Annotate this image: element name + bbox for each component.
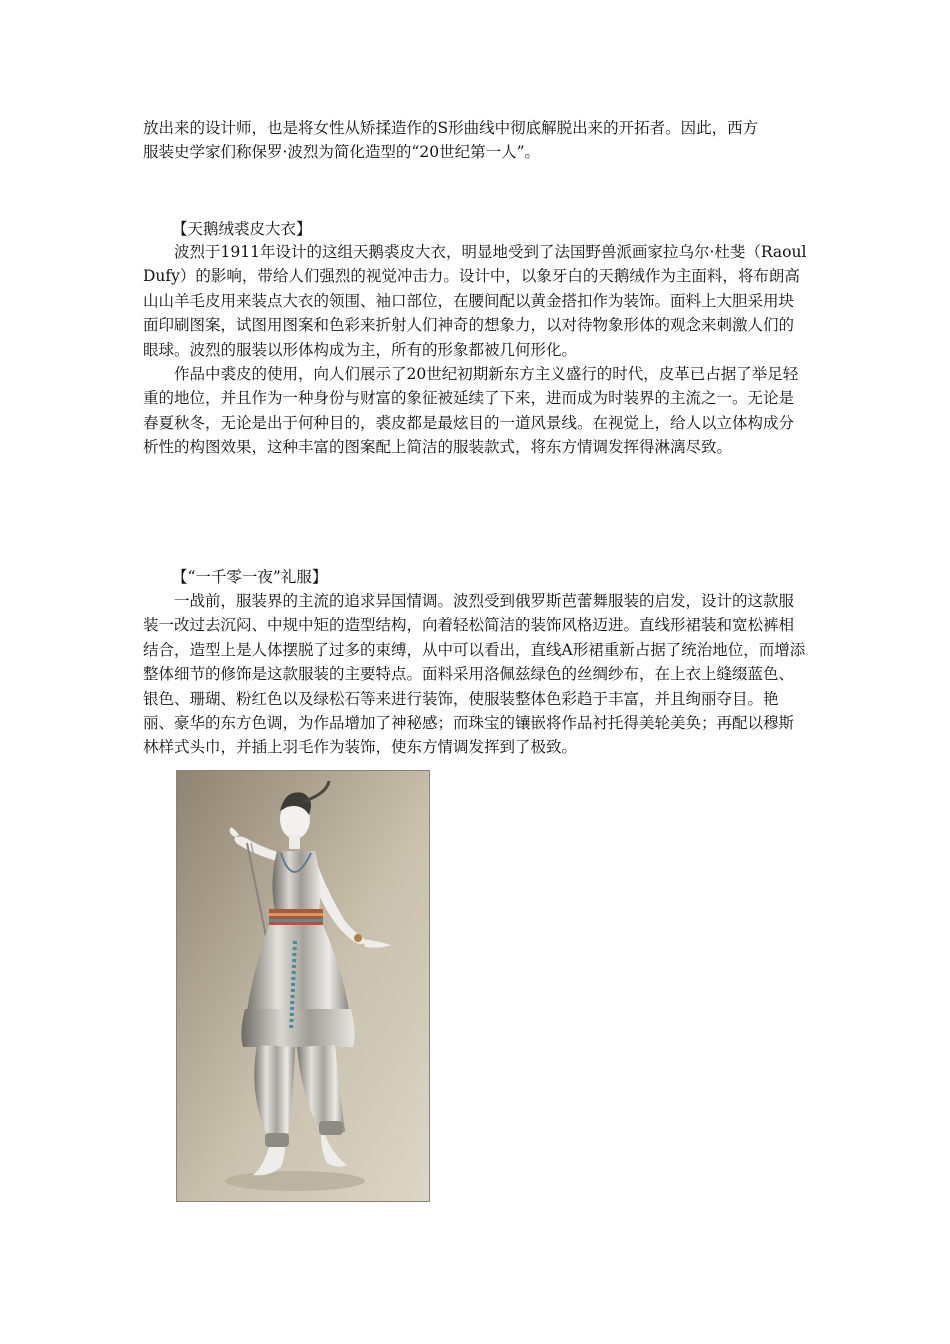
intro-line-1: 放出来的设计师，也是将女性从矫揉造作的S形曲线中彻底解脱出来的开拓者。因此，西方: [143, 119, 759, 137]
paragraph: 作品中裘皮的使用，向人们展示了20世纪初期新东方主义盛行的时代，皮革已占据了举足轻重的地位，并且作为一种身份与财富的象征被延续了下来，进而成为时装界的主流之一。无论是春夏秋冬，无论是出于何种目的，裘皮都是最炫目的一道风景线。在视觉上，给人以立体构成分析性的构图效果，这种丰富的图案配上简洁的服装款式，将东方情调发挥得淋漓尽致。: [143, 365, 799, 457]
paragraph: 一战前，服装界的主流的追求异国情调。波烈受到俄罗斯芭蕾舞服装的启发，设计的这款服装一改过去沉闷、中规中矩的造型结构，向着轻松简洁的装饰风格迈进。直线形裙装和宽松裤相结合，造型上是人体摆脱了过多的束缚，从中可以看出，直线A形裙重新占据了统治地位，而增添整体细节的修饰是这款服装的主要特点。面料采用洛佩兹绿色的丝绸纱布，在上衣上缝缀蓝色、银色、珊瑚、粉红色以及绿松石等来进行装饰，使服装整体色彩趋于丰富，并且绚丽夺目。艳丽、豪华的东方色调，为作品增加了神秘感；而珠宝的镶嵌将作品衬托得美轮美奂；再配以穆斯林样式头巾，并插上羽毛作为装饰，使东方情调发挥到了极致。: [143, 592, 806, 757]
section-heading-velvet-coat: 【天鹅绒裘皮大衣】: [172, 220, 312, 238]
costume-illustration: [177, 771, 429, 1201]
section-velvet-coat-body: [143, 240, 807, 460]
intro-paragraph: [143, 116, 807, 165]
section-heading-arabian-nights-gown: 【“一千零一夜”礼服】: [172, 568, 328, 586]
section-arabian-nights-body: [143, 589, 807, 760]
costume-photo: [176, 770, 430, 1202]
intro-line-2: 服装史学家们称保罗·波烈为简化造型的“20世纪第一人”。: [143, 143, 540, 162]
paragraph: 波烈于1911年设计的这组天鹅裘皮大衣，明显地受到了法国野兽派画家拉乌尔·杜斐（Raoul Dufy）的影响，带给人们强烈的视觉冲击力。设计中，以象牙白的天鹅绒作为主面料，将布朗高山山羊毛皮用来装点大衣的领围、袖口部位，在腰间配以黄金搭扣作为装饰。面料上大胆采用块面印刷图案，试图用图案和色彩来折射人们神奇的想象力，以对待物象形体的观念来刺激人们的眼球。波烈的服装以形体构成为主，所有的形象都被几何形化。: [143, 243, 807, 359]
